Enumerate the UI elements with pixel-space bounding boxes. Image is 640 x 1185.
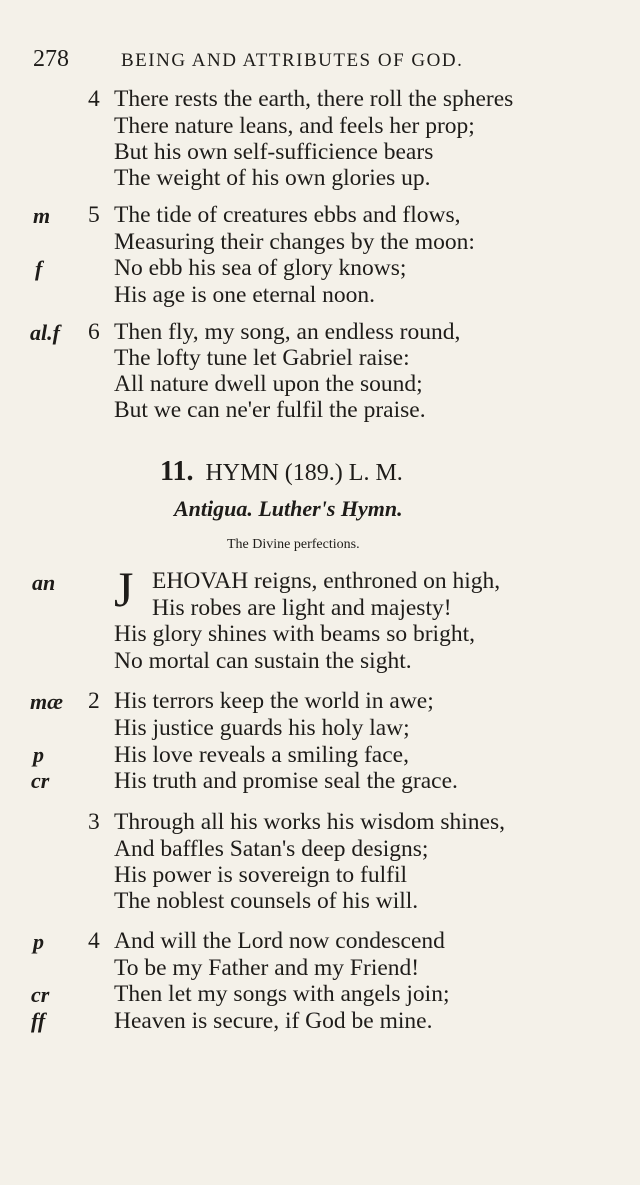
hymn-title: HYMN (189.) L. M.	[205, 460, 403, 486]
verse-line: His power is sovereign to fulfil	[114, 862, 408, 888]
verse-number: 4	[88, 86, 100, 112]
verse-line: His truth and promise seal the grace.	[114, 768, 458, 794]
verse-line: EHOVAH reigns, enthroned on high,	[152, 568, 501, 594]
verse-line: No ebb his sea of glory knows;	[114, 255, 407, 281]
verse-line: His love reveals a smiling face,	[114, 742, 409, 768]
verse-line: The tide of creatures ebbs and flows,	[114, 202, 461, 228]
drop-cap: J	[114, 561, 134, 617]
verse-line: The noblest counsels of his will.	[114, 888, 419, 914]
running-title: BEING AND ATTRIBUTES OF GOD.	[121, 50, 464, 71]
verse-number: 4	[88, 928, 100, 954]
verse-line: Then let my songs with angels join;	[114, 981, 450, 1007]
page-number: 278	[33, 46, 69, 72]
dynamic-mark: p	[33, 929, 44, 954]
verse-line: There nature leans, and feels her prop;	[114, 113, 475, 139]
verse-line: All nature dwell upon the sound;	[114, 371, 423, 397]
verse-line: No mortal can sustain the sight.	[114, 648, 412, 674]
verse-line: And will the Lord now condescend	[114, 928, 445, 954]
dynamic-mark: p	[33, 742, 44, 767]
verse-line: The lofty tune let Gabriel raise:	[114, 345, 410, 371]
dynamic-mark: cr	[31, 982, 50, 1007]
verse-line: Heaven is secure, if God be mine.	[114, 1008, 433, 1034]
verse-line: To be my Father and my Friend!	[114, 955, 420, 981]
verse-line: But we can ne'er fulfil the praise.	[114, 397, 426, 423]
tune-name: Antigua. Luther's Hymn.	[174, 496, 403, 521]
verse-line: His age is one eternal noon.	[114, 282, 376, 308]
hymn-heading	[160, 456, 403, 488]
verse-line: His robes are light and majesty!	[152, 595, 452, 621]
verse-line: Through all his works his wisdom shines,	[114, 809, 506, 835]
verse-line: There rests the earth, there roll the spheres	[114, 86, 514, 112]
dynamic-mark: an	[32, 570, 56, 595]
verse-number: 2	[88, 688, 100, 714]
dynamic-mark: al.f	[30, 320, 60, 345]
verse-number: 6	[88, 319, 100, 345]
dynamic-mark: mæ	[30, 689, 63, 714]
dynamic-mark: m	[33, 203, 51, 228]
dynamic-mark: ff	[31, 1008, 46, 1033]
verse-line: Then fly, my song, an endless round,	[114, 319, 461, 345]
hymn-number: 11.	[160, 456, 194, 487]
verse-number: 3	[88, 809, 100, 835]
verse-line: His glory shines with beams so bright,	[114, 621, 475, 647]
verse-line: But his own self-sufficience bears	[114, 139, 434, 165]
hymn-subject: The Divine perfections.	[227, 537, 360, 552]
verse-line: The weight of his own glories up.	[114, 165, 431, 191]
dynamic-mark: cr	[31, 768, 50, 793]
verse-line: And baffles Satan's deep designs;	[114, 836, 429, 862]
verse-number: 5	[88, 202, 100, 228]
verse-line: Measuring their changes by the moon:	[114, 229, 475, 255]
verse-line: His justice guards his holy law;	[114, 715, 410, 741]
dynamic-mark: f	[35, 256, 43, 281]
verse-line: His terrors keep the world in awe;	[114, 688, 434, 714]
